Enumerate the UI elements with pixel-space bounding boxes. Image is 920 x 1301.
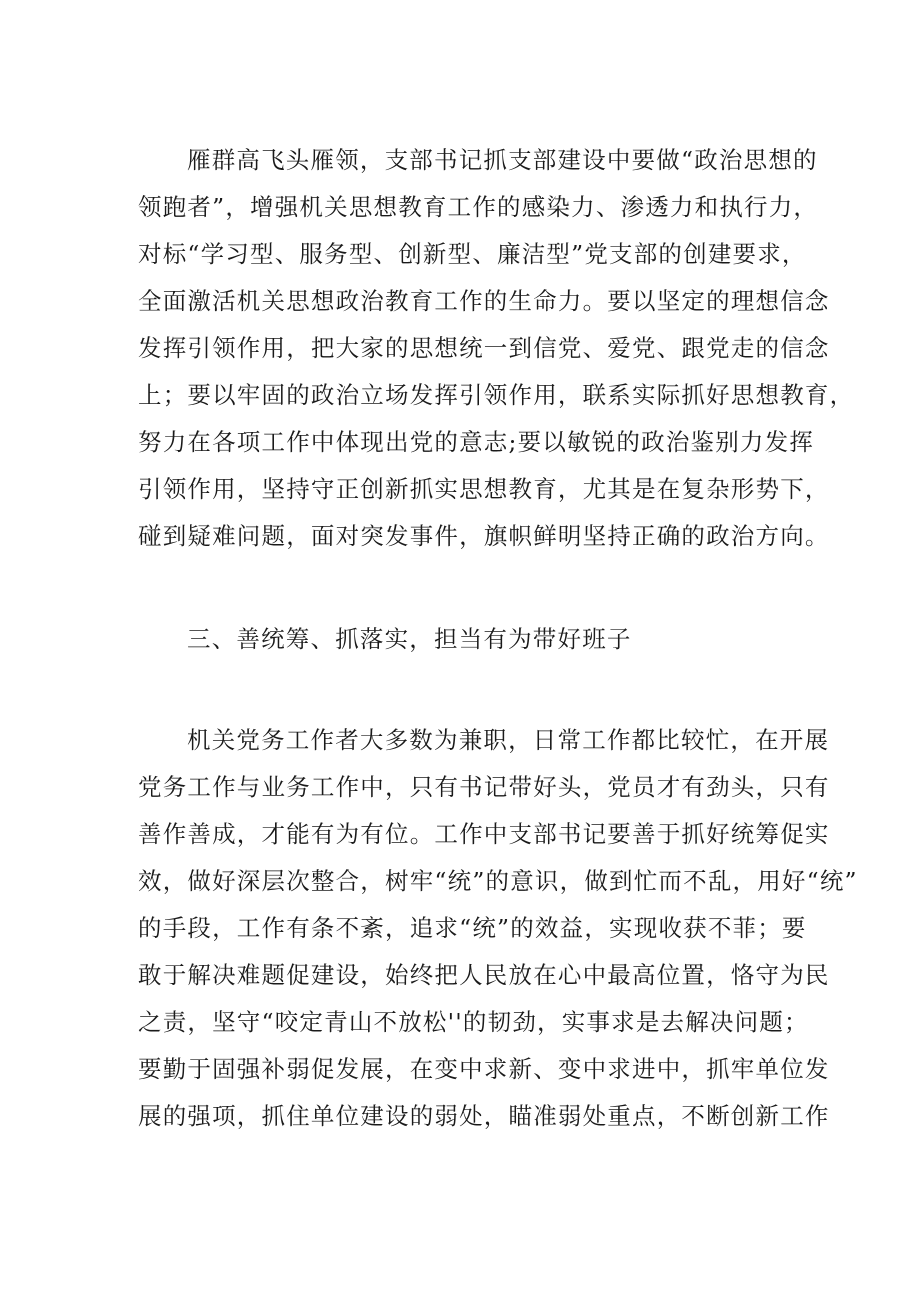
paragraph-1-line: 上；要以牢固的政治立场发挥引领作用，联系实际抓好思想教育， xyxy=(138,381,855,409)
paragraph-2-line: 展的强项，抓住单位建设的弱处，瞄准弱处重点，不断创新工作 xyxy=(138,1102,830,1130)
paragraph-1-line: 全面激活机关思想政治教育工作的生命力。要以坚定的理想信念 xyxy=(138,287,830,315)
paragraph-1-line: 努力在各项工作中体现出党的意志;要以敏锐的政治鉴别力发挥 xyxy=(138,428,815,456)
paragraph-2-line: 敢于解决难题促建设，始终把人民放在心中最高位置，恪守为民 xyxy=(138,961,830,989)
paragraph-2-line: 效，做好深层次整合，树牢“统”的意识，做到忙而不乱，用好“统” xyxy=(138,867,858,895)
paragraph-1-line: 领跑者”，增强机关思想教育工作的感染力、渗透力和执行力， xyxy=(138,193,819,221)
paragraph-2-line: 之责，坚守“咬定青山不放松''的韧劲，实事求是去解决问题； xyxy=(138,1008,809,1036)
paragraph-2-line: 善作善成，才能有为有位。工作中支部书记要善于抓好统筹促实 xyxy=(138,820,830,848)
paragraph-1-line: 对标“学习型、服务型、创新型、廉洁型”党支部的创建要求， xyxy=(138,240,807,268)
paragraph-2-line: 的手段，工作有条不紊，追求“统”的效益，实现收获不菲；要 xyxy=(138,914,807,942)
paragraph-1-line: 引领作用，坚持守正创新抓实思想教育，尤其是在复杂形势下， xyxy=(138,475,830,503)
paragraph-2-line: 党务工作与业务工作中，只有书记带好头，党员才有劲头，只有 xyxy=(138,773,830,801)
paragraph-1-line: 雁群高飞头雁领，支部书记抓支部建设中要做“政治思想的 xyxy=(187,146,818,174)
paragraph-2-line: 要勤于固强补弱促发展，在变中求新、变中求进中，抓牢单位发 xyxy=(138,1055,830,1083)
section-heading: 三、善统筹、抓落实，担当有为带好班子 xyxy=(187,625,632,653)
paragraph-2-line: 机关党务工作者大多数为兼职，日常工作都比较忙，在开展 xyxy=(187,726,830,754)
paragraph-1-line: 发挥引领作用，把大家的思想统一到信党、爱党、跟党走的信念 xyxy=(138,334,830,362)
paragraph-1-line: 碰到疑难问题，面对突发事件，旗帜鲜明坚持正确的政治方向。 xyxy=(138,522,830,550)
